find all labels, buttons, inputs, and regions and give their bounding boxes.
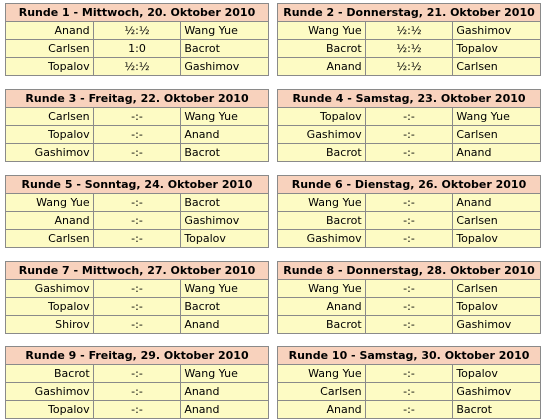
white-player: Gashimov: [6, 280, 94, 298]
game-row: [278, 40, 541, 58]
game-row: [6, 316, 269, 334]
round-table-10: [277, 346, 541, 419]
black-player: Bacrot: [181, 194, 269, 212]
white-player: Anand: [278, 298, 366, 316]
game-row: [6, 280, 269, 298]
round-table-1: [5, 3, 269, 76]
white-player: Wang Yue: [278, 365, 366, 383]
round-title: Runde 7 - Mittwoch, 27. Oktober 2010: [6, 262, 269, 280]
black-player: Anand: [181, 401, 269, 419]
round-table-4: [277, 89, 541, 162]
game-row: [278, 280, 541, 298]
game-row: [6, 40, 269, 58]
game-result: ½:½: [93, 22, 181, 40]
game-row: [278, 401, 541, 419]
game-row: [6, 230, 269, 248]
black-player: Wang Yue: [181, 22, 269, 40]
game-result: -:-: [365, 126, 453, 144]
game-result: -:-: [93, 298, 181, 316]
black-player: Wang Yue: [181, 280, 269, 298]
black-player: Bacrot: [453, 401, 541, 419]
game-result: -:-: [93, 365, 181, 383]
game-result: ½:½: [365, 40, 453, 58]
game-result: -:-: [365, 316, 453, 334]
game-result: -:-: [365, 108, 453, 126]
round-table-3: [5, 89, 269, 162]
white-player: Wang Yue: [6, 194, 94, 212]
white-player: Gashimov: [6, 144, 94, 162]
game-row: [6, 298, 269, 316]
game-result: -:-: [365, 383, 453, 401]
white-player: Topalov: [6, 298, 94, 316]
black-player: Anand: [181, 383, 269, 401]
white-player: Wang Yue: [278, 22, 366, 40]
white-player: Wang Yue: [278, 194, 366, 212]
game-result: -:-: [93, 194, 181, 212]
game-result: -:-: [365, 194, 453, 212]
black-player: Wang Yue: [181, 108, 269, 126]
game-row: [6, 144, 269, 162]
game-result: -:-: [365, 280, 453, 298]
white-player: Gashimov: [278, 230, 366, 248]
round-title: Runde 2 - Donnerstag, 21. Oktober 2010: [278, 4, 541, 22]
black-player: Anand: [453, 144, 541, 162]
game-result: -:-: [93, 108, 181, 126]
game-row: [6, 401, 269, 419]
black-player: Carlsen: [453, 280, 541, 298]
round-title: Runde 10 - Samstag, 30. Oktober 2010: [278, 347, 541, 365]
white-player: Anand: [278, 401, 366, 419]
white-player: Bacrot: [278, 144, 366, 162]
white-player: Carlsen: [6, 40, 94, 58]
game-result: -:-: [365, 212, 453, 230]
white-player: Topalov: [6, 126, 94, 144]
round-title: Runde 5 - Sonntag, 24. Oktober 2010: [6, 176, 269, 194]
black-player: Gashimov: [453, 22, 541, 40]
black-player: Wang Yue: [453, 108, 541, 126]
white-player: Topalov: [6, 58, 94, 76]
game-row: [278, 298, 541, 316]
game-row: [278, 126, 541, 144]
game-row: [6, 58, 269, 76]
game-result: ½:½: [365, 58, 453, 76]
round-title: Runde 4 - Samstag, 23. Oktober 2010: [278, 90, 541, 108]
white-player: Anand: [6, 22, 94, 40]
game-row: [6, 365, 269, 383]
white-player: Wang Yue: [278, 280, 366, 298]
game-result: -:-: [365, 230, 453, 248]
black-player: Topalov: [453, 365, 541, 383]
white-player: Anand: [6, 212, 94, 230]
game-result: -:-: [93, 280, 181, 298]
white-player: Bacrot: [278, 316, 366, 334]
game-result: -:-: [93, 230, 181, 248]
game-row: [278, 316, 541, 334]
black-player: Topalov: [453, 40, 541, 58]
round-title: Runde 8 - Donnerstag, 28. Oktober 2010: [278, 262, 541, 280]
black-player: Anand: [453, 194, 541, 212]
black-player: Gashimov: [181, 212, 269, 230]
game-result: ½:½: [365, 22, 453, 40]
game-result: -:-: [93, 383, 181, 401]
game-result: -:-: [365, 144, 453, 162]
round-title: Runde 1 - Mittwoch, 20. Oktober 2010: [6, 4, 269, 22]
round-table-5: [5, 175, 269, 248]
black-player: Carlsen: [453, 212, 541, 230]
round-table-7: [5, 261, 269, 334]
black-player: Anand: [181, 316, 269, 334]
white-player: Anand: [278, 58, 366, 76]
game-result: -:-: [93, 144, 181, 162]
black-player: Bacrot: [181, 298, 269, 316]
game-row: [278, 194, 541, 212]
game-row: [278, 383, 541, 401]
white-player: Carlsen: [278, 383, 366, 401]
white-player: Bacrot: [6, 365, 94, 383]
black-player: Anand: [181, 126, 269, 144]
game-row: [278, 365, 541, 383]
game-row: [6, 194, 269, 212]
game-row: [278, 58, 541, 76]
black-player: Wang Yue: [181, 365, 269, 383]
game-row: [278, 144, 541, 162]
round-table-9: [5, 346, 269, 419]
game-result: -:-: [365, 401, 453, 419]
white-player: Topalov: [278, 108, 366, 126]
round-table-2: [277, 3, 541, 76]
black-player: Topalov: [181, 230, 269, 248]
game-result: -:-: [365, 298, 453, 316]
black-player: Bacrot: [181, 144, 269, 162]
game-result: ½:½: [93, 58, 181, 76]
game-result: -:-: [93, 401, 181, 419]
game-row: [278, 108, 541, 126]
white-player: Shirov: [6, 316, 94, 334]
black-player: Gashimov: [181, 58, 269, 76]
black-player: Gashimov: [453, 383, 541, 401]
game-row: [278, 230, 541, 248]
game-result: 1:0: [93, 40, 181, 58]
black-player: Topalov: [453, 298, 541, 316]
black-player: Topalov: [453, 230, 541, 248]
game-row: [278, 212, 541, 230]
white-player: Topalov: [6, 401, 94, 419]
game-result: -:-: [93, 316, 181, 334]
round-table-8: [277, 261, 541, 334]
white-player: Carlsen: [6, 108, 94, 126]
round-title: Runde 6 - Dienstag, 26. Oktober 2010: [278, 176, 541, 194]
white-player: Gashimov: [278, 126, 366, 144]
black-player: Bacrot: [181, 40, 269, 58]
round-title: Runde 3 - Freitag, 22. Oktober 2010: [6, 90, 269, 108]
game-result: -:-: [93, 212, 181, 230]
white-player: Gashimov: [6, 383, 94, 401]
white-player: Bacrot: [278, 40, 366, 58]
white-player: Carlsen: [6, 230, 94, 248]
black-player: Carlsen: [453, 126, 541, 144]
black-player: Gashimov: [453, 316, 541, 334]
round-title: Runde 9 - Freitag, 29. Oktober 2010: [6, 347, 269, 365]
game-row: [6, 108, 269, 126]
game-row: [6, 22, 269, 40]
game-row: [6, 212, 269, 230]
game-result: -:-: [93, 126, 181, 144]
game-row: [6, 383, 269, 401]
white-player: Bacrot: [278, 212, 366, 230]
game-row: [6, 126, 269, 144]
round-table-6: [277, 175, 541, 248]
game-row: [278, 22, 541, 40]
black-player: Carlsen: [453, 58, 541, 76]
game-result: -:-: [365, 365, 453, 383]
